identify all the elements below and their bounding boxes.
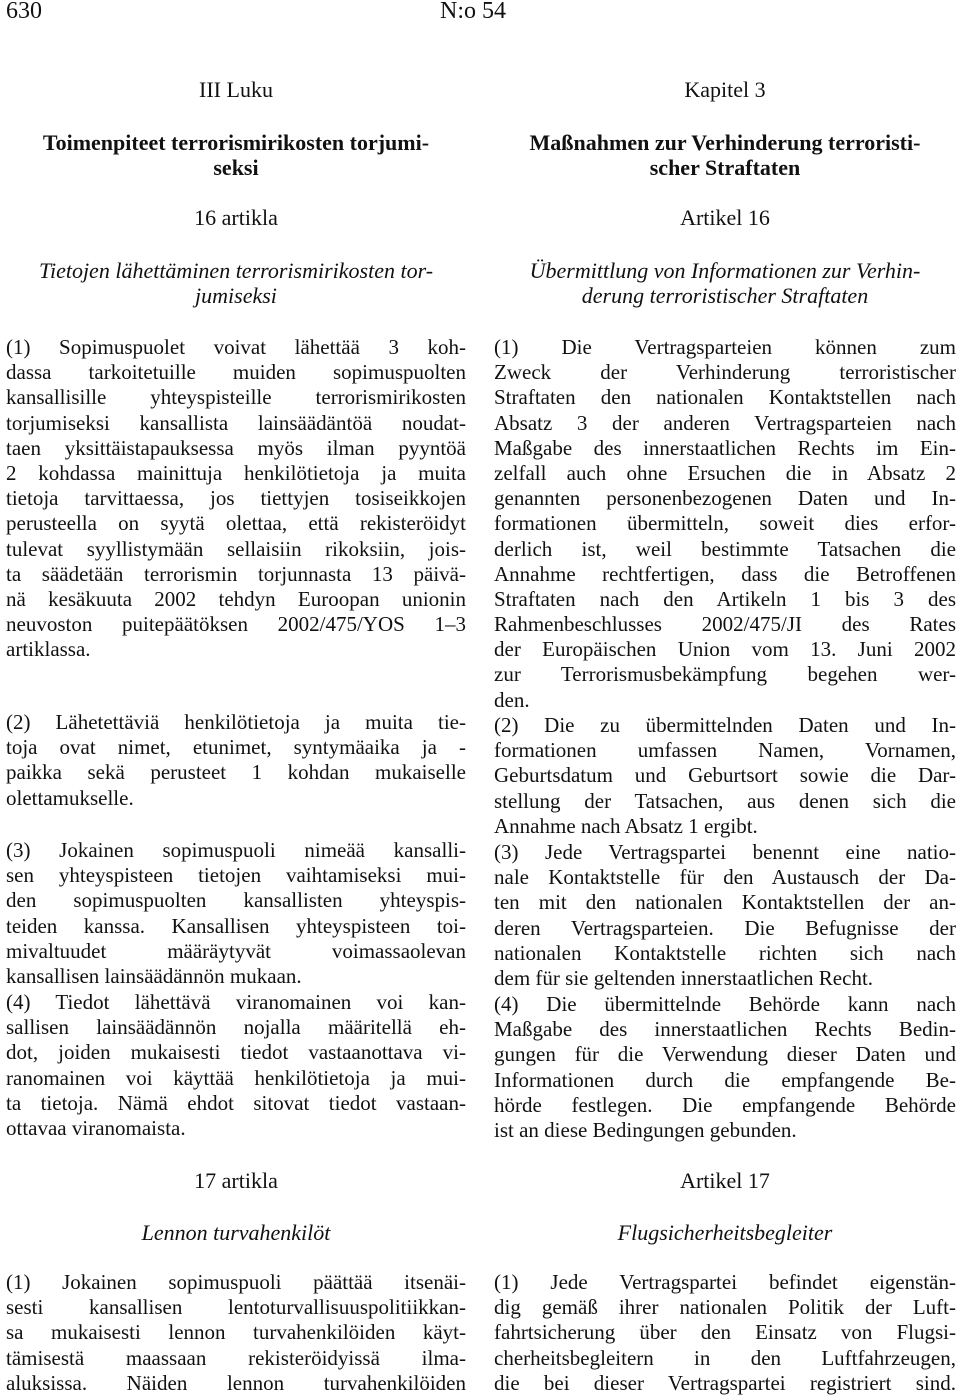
text-line: fahrtsicherung über den Einsatz von Flugsi- (494, 1320, 956, 1345)
text-line: zur Terrorismusbekämpfung begehen wer- (494, 662, 956, 687)
paragraph-2 (494, 713, 956, 839)
text-line: Annahme nach Absatz 1 ergibt. (494, 813, 758, 838)
article-17-title: Artikel 17 (680, 1168, 770, 1193)
paragraph-1 (494, 335, 956, 713)
text-line: gungen für die Verwendung dieser Daten und (494, 1042, 956, 1067)
paragraph-5 (6, 1270, 466, 1396)
text-line: olettamukselle. (6, 785, 134, 810)
text-line: dem für sie geltenden innerstaatlichen Recht. (494, 965, 874, 990)
text-line: tulevat syyllistymään sellaisiin rikoksiin, jois- (6, 536, 466, 561)
chapter-title-line: Toimenpiteet terrorismirikosten torjumi- (42, 130, 430, 155)
text-line: sen yhteyspisteen tietojen vaihtamiseksi mui- (6, 863, 466, 888)
text-line: sa mukaisesti lennon turvahenkilöiden käyt- (6, 1320, 466, 1345)
chapter-title (6, 130, 466, 180)
chapter-heading: Kapitel 3 (684, 77, 766, 102)
text-line: tietoja tarvittaessa, jos tiettyjen tosiseikkojen (6, 486, 466, 511)
text-line: aluksissa. Näiden lennon turvahenkilöiden (6, 1370, 466, 1395)
paragraph-3 (6, 838, 466, 989)
article-16-title: 16 artikla (194, 205, 278, 230)
paragraph-4 (494, 992, 956, 1143)
article-16-subtitle (6, 258, 466, 308)
text-line: Informationen durch die empfangende Be- (494, 1067, 956, 1092)
text-line: den sopimuspuolten kansallisten yhteyspis- (6, 888, 466, 913)
text-line: Zweck der Verhinderung terroristischer (494, 360, 956, 385)
text-line: Geburtsdatum und Geburtsort sowie die Dar- (494, 763, 956, 788)
text-line: (3) Jokainen sopimuspuoli nimeää kansalli- (6, 838, 466, 862)
paragraph-1 (6, 335, 466, 662)
text-line: die bei dieser Vertragspartei registriert sind. (494, 1370, 956, 1395)
text-line: cherheitsbegleitern in den Luftfahrzeugen, (494, 1345, 956, 1370)
subtitle-line: derung terroristischer Straftaten (581, 283, 869, 309)
text-line: Straftaten nach den Artikeln 1 bis 3 des (494, 586, 956, 611)
text-line: toja ovat nimet, etunimet, syntymäaika ja - (6, 735, 466, 760)
text-line: genannten personenbezogenen Daten und In- (494, 486, 956, 511)
text-line: ottavaa viranomaista. (6, 1115, 186, 1140)
text-line: ranomainen voi käyttää henkilötietoja ja mui- (6, 1065, 466, 1090)
text-line: (1) Jede Vertragspartei befindet eigenstän- (494, 1270, 956, 1294)
text-line: Maßgabe des innerstaatlichen Rechts im Ein- (494, 435, 956, 460)
article-17-title: 17 artikla (194, 1168, 278, 1193)
issue-number: N:o 54 (440, 0, 506, 24)
text-line: Annahme rechtfertigen, dass die Betroffenen (494, 561, 956, 586)
paragraph-4 (6, 990, 466, 1141)
text-line: (1) Sopimuspuolet voivat lähettää 3 koh- (6, 335, 466, 359)
text-line: ta tietoja. Nämä ehdot sitovat tiedot vastaan- (6, 1090, 466, 1115)
text-line: kansallisille yhteyspisteille terrorismirikosten (6, 385, 466, 410)
text-line: der Europäischen Union vom 13. Juni 2002 (494, 637, 956, 662)
text-line: dot, joiden mukaisesti tiedot vastaanottava vi- (6, 1040, 466, 1065)
text-line: teiden kanssa. Kansallisen yhteyspisteen toi- (6, 913, 466, 938)
article-17-subtitle: Flugsicherheitsbegleiter (617, 1220, 833, 1245)
text-line: sallisen lainsäädännön nojalla määritellä eh- (6, 1015, 466, 1040)
text-line: Absatz 3 der anderen Vertragsparteien nach (494, 410, 956, 435)
text-line: tämisestä maassaan rekisteröidyissä ilma- (6, 1345, 466, 1370)
text-line: den. (494, 687, 530, 712)
page-number: 630 (6, 0, 42, 24)
subtitle-line: Übermittlung von Informationen zur Verhin- (529, 258, 921, 283)
article-16-subtitle (494, 258, 956, 308)
text-line: (2) Die zu übermittelnden Daten und In- (494, 713, 956, 737)
text-line: (4) Die übermittelnde Behörde kann nach (494, 992, 956, 1016)
article-17-subtitle: Lennon turvahenkilöt (141, 1220, 331, 1245)
text-line: paikka sekä perusteet 1 kohdan mukaiselle (6, 760, 466, 785)
text-line: 2 kohdassa mainittuja henkilötietoja ja muita (6, 460, 466, 485)
text-line: ta säädetään terrorismin torjunnasta 13 päivä- (6, 561, 466, 586)
text-line: sesti kansallisen lentoturvallisuuspolitiikkan- (6, 1295, 466, 1320)
text-line: torjumiseksi kansallista lainsäädäntöä noudat- (6, 410, 466, 435)
text-line: (3) Jede Vertragspartei benennt eine natio- (494, 840, 956, 864)
paragraph-2 (6, 710, 466, 811)
chapter-title-line: scher Straftaten (649, 155, 801, 181)
paragraph-5 (494, 1270, 956, 1396)
text-line: Rahmenbeschlusses 2002/475/JI des Rates (494, 612, 956, 637)
text-line: kansallisen lainsäädännön mukaan. (6, 963, 302, 988)
text-line: ist an diese Bedingungen gebunden. (494, 1117, 797, 1142)
subtitle-line: jumiseksi (195, 283, 277, 309)
text-line: nale Kontaktstelle für den Austausch der Da- (494, 865, 956, 890)
text-line: nä kesäkuuta 2002 tehdyn Euroopan unionin (6, 586, 466, 611)
text-line: derlich ist, weil bestimmte Tatsachen die (494, 536, 956, 561)
text-line: artiklassa. (6, 637, 91, 662)
text-line: formationen umfassen Namen, Vornamen, (494, 738, 956, 763)
text-line: Straftaten den nationalen Kontaktstellen nach (494, 385, 956, 410)
chapter-heading: III Luku (199, 77, 273, 102)
article-16-title: Artikel 16 (680, 205, 770, 230)
text-line: dig gemäß ihrer nationalen Politik der Luft- (494, 1295, 956, 1320)
text-line: mivaltuudet määräytyvät voimassaolevan (6, 938, 466, 963)
text-line: zelfall auch ohne Ersuchen die in Absatz 2 (494, 460, 956, 485)
text-line: deren Vertragsparteien. Die Befugnisse der (494, 915, 956, 940)
text-line: stellung der Tatsachen, aus denen sich die (494, 788, 956, 813)
text-line: (1) Die Vertragsparteien können zum (494, 335, 956, 359)
chapter-title (494, 130, 956, 180)
text-line: neuvoston puitepäätöksen 2002/475/YOS 1–3 (6, 612, 466, 637)
subtitle-line: Tietojen lähettäminen terrorismirikosten tor- (38, 258, 434, 283)
text-line: taen yksittäistapauksessa myös ilman pyyntöä (6, 435, 466, 460)
chapter-title-line: Maßnahmen zur Verhinderung terroristi- (529, 130, 921, 155)
paragraph-3 (494, 840, 956, 991)
text-line: (1) Jokainen sopimuspuoli päättää itsenäi- (6, 1270, 466, 1294)
text-line: ten mit den nationalen Kontaktstellen der an- (494, 890, 956, 915)
text-line: Maßgabe des innerstaatlichen Rechts Bedin- (494, 1017, 956, 1042)
text-line: (4) Tiedot lähettävä viranomainen voi kan- (6, 990, 466, 1014)
chapter-title-line: seksi (213, 155, 259, 181)
text-line: nationalen Kontaktstelle richten sich nach (494, 940, 956, 965)
text-line: hörde festlegen. Die empfangende Behörde (494, 1092, 956, 1117)
text-line: perusteella on syytä olettaa, että rekisteröidyt (6, 511, 466, 536)
text-line: dassa tarkoitetuille muiden sopimuspuolten (6, 360, 466, 385)
text-line: (2) Lähetettäviä henkilötietoja ja muita tie- (6, 710, 466, 734)
text-line: formationen übermitteln, soweit dies erfor- (494, 511, 956, 536)
